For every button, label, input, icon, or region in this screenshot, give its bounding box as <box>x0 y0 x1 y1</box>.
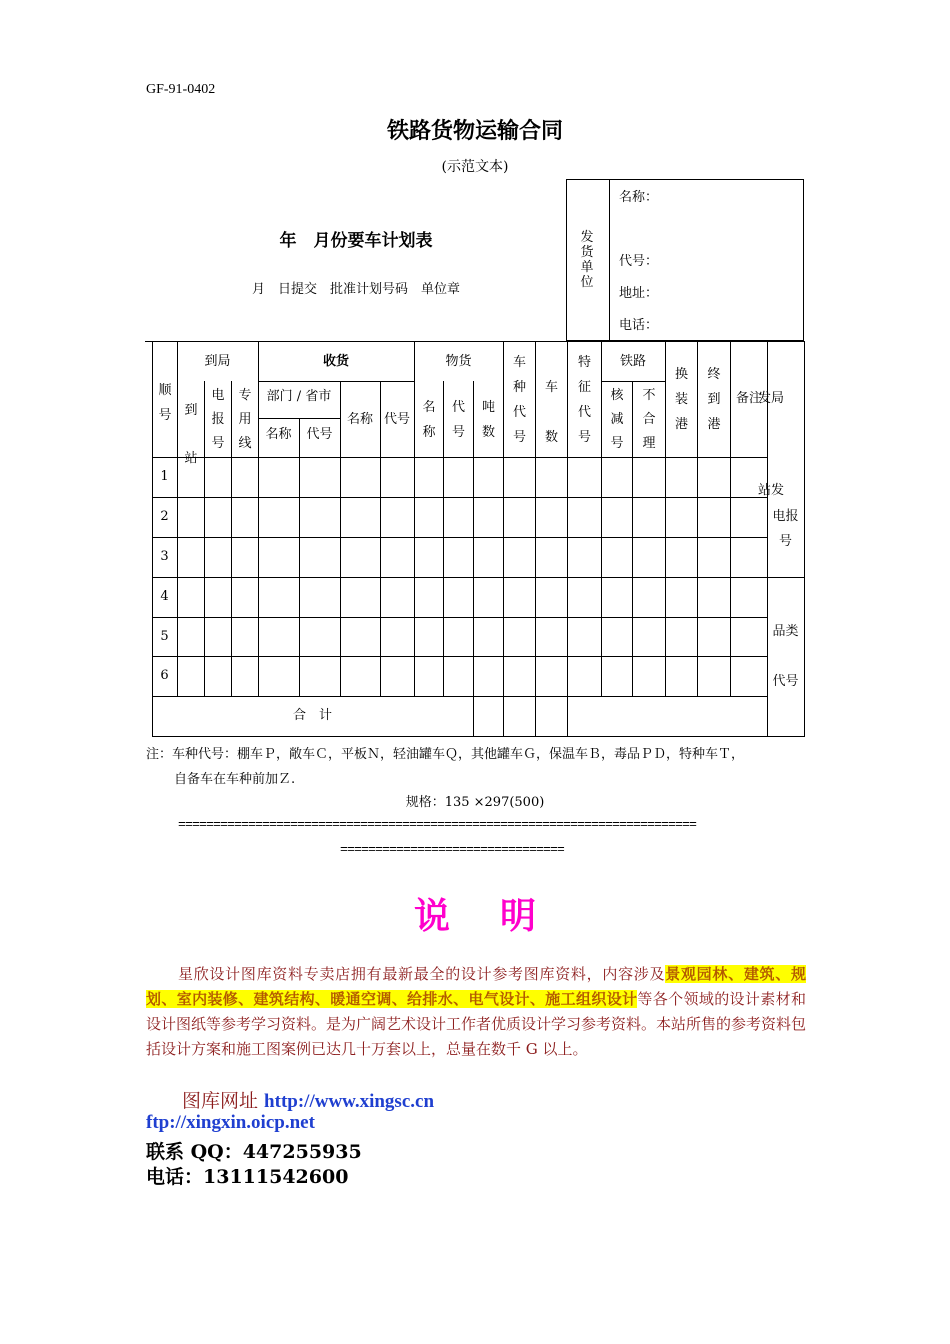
header-dispatch-station-tel-2: 电报 <box>772 509 799 524</box>
v-line <box>414 341 415 696</box>
shipper-label: 发货单位 <box>580 230 594 290</box>
note-line-2: 自备车在车种前加Ｚ. <box>174 772 296 787</box>
h-line <box>258 381 414 382</box>
header-remarks: 备注 <box>735 391 762 406</box>
desc-part-1: 星欣设计图库资料专卖店拥有最新最全的设计参考图库资料，内容涉及 <box>178 965 666 983</box>
h-line <box>152 656 767 657</box>
shipper-address-field[interactable]: 地址： <box>619 286 659 301</box>
spec-line: 规格：135 ×297(500) <box>405 795 545 810</box>
h-line <box>152 577 805 578</box>
h-line <box>152 497 767 498</box>
h-line <box>152 457 767 458</box>
section-heading: 说明 <box>413 896 586 937</box>
row-number: 4 <box>160 589 169 604</box>
v-line <box>567 341 568 736</box>
v-line <box>730 341 731 696</box>
row-number: 5 <box>160 629 169 644</box>
header-unreasonable: 不合理 <box>642 388 656 451</box>
description-paragraph <box>146 962 806 1062</box>
library-label: 图库网址 <box>182 1090 265 1112</box>
header-seq: 顺号 <box>158 383 172 423</box>
contact-qq: 联系 QQ：447255935 <box>146 1141 362 1163</box>
header-final-port: 终到港 <box>707 367 721 432</box>
header-car-count: 车数 <box>544 380 558 445</box>
shipper-code-field[interactable]: 代号： <box>619 254 659 269</box>
header-tons: 吨数 <box>481 400 495 440</box>
header-car-type-code: 车种代号 <box>512 355 526 445</box>
header-dept-city: 部门 / 省市 <box>266 389 332 404</box>
row-number: 6 <box>160 668 169 683</box>
shipper-label-cell <box>567 180 610 340</box>
v-line <box>503 341 504 736</box>
header-goods-name: 名称 <box>422 400 436 440</box>
header-private-line: 专用线 <box>238 388 252 451</box>
library-url-link[interactable]: http://www.xingsc.cn <box>264 1091 435 1112</box>
v-line <box>204 381 205 696</box>
v-line <box>697 341 698 696</box>
header-arrive-bureau: 到局 <box>204 354 231 369</box>
header-arrive-station: 到站 <box>184 403 198 466</box>
header-railway: 铁路 <box>619 354 646 369</box>
contact-phone: 电话：13111542600 <box>146 1166 349 1188</box>
contract-subtitle: (示范文本) <box>441 159 509 175</box>
contract-title: 铁路货物运输合同 <box>386 119 563 144</box>
v-line <box>665 341 666 696</box>
header-dispatch-bureau: 发局 <box>758 391 785 406</box>
header-goods: 物货 <box>445 354 472 369</box>
desc-highlight: 景观园林、建筑、规划、室内装修、建筑结构、暖通空调、给排水、电气设计、施工组织设计 <box>146 965 806 1008</box>
shipper-box <box>566 179 804 341</box>
shipper-phone-field[interactable]: 电话： <box>619 318 659 333</box>
row-number: 2 <box>160 509 169 524</box>
header-name: 名称 <box>346 412 373 427</box>
desc-part-2: 等各个领域的设计素材和设计图纸等参考学习资料。是为广阔艺术设计工作者优质设计学习参考资料。本站所售的参考资料包括设计方案和施工图案例已达几十万套以上，总量在数千 G 以上。 <box>146 990 807 1058</box>
v-line <box>601 341 602 696</box>
table-top-line <box>145 341 805 342</box>
header-receiver-name: 名称 <box>265 427 292 442</box>
header-special-code: 特征代号 <box>577 355 591 445</box>
row-number: 3 <box>160 549 169 564</box>
ftp-link[interactable]: ftp://xingxin.oicp.net <box>146 1112 315 1133</box>
h-line <box>152 696 767 697</box>
header-dispatch-station-tel-3: 号 <box>778 534 792 549</box>
separator-line-2: ================================ <box>340 842 565 857</box>
v-line <box>535 341 536 736</box>
v-line <box>380 381 381 696</box>
header-telegram-no: 电报号 <box>211 388 225 451</box>
plan-title: 年 月份要车计划表 <box>279 231 433 251</box>
h-line <box>152 537 767 538</box>
total-label: 合 计 <box>292 708 332 723</box>
header-dispatch-station-tel-1: 站发 <box>757 483 784 498</box>
header-verify-no: 核减号 <box>610 388 624 451</box>
header-transfer-port: 换装港 <box>674 367 688 432</box>
v-line <box>473 381 474 736</box>
header-code: 代号 <box>383 412 410 427</box>
header-category-code-2: 代号 <box>772 674 799 689</box>
table-bottom-line <box>152 736 805 737</box>
header-category-code-1: 品类 <box>772 624 799 639</box>
note-line-1: 注：车种代号：棚车Ｐ，敞车Ｃ，平板Ｎ，轻油罐车Ｑ，其他罐车Ｇ，保温车Ｂ，毒品ＰＤ，特种车Ｔ， <box>146 747 745 762</box>
h-line <box>601 381 665 382</box>
v-line <box>443 381 444 696</box>
v-line <box>177 341 178 696</box>
v-line <box>231 381 232 696</box>
v-line <box>632 381 633 696</box>
header-receiver-code: 代号 <box>306 427 333 442</box>
v-line <box>340 381 341 696</box>
library-line <box>182 1086 434 1113</box>
v-line <box>299 418 300 696</box>
header-receiver: 收货 <box>322 354 349 369</box>
separator-line-1: ========================================================================== <box>178 817 697 832</box>
plan-submit-line: 月 日提交 批准计划号码 单位章 <box>251 282 460 297</box>
shipper-name-field[interactable]: 名称： <box>619 190 659 205</box>
row-number: 1 <box>160 469 169 484</box>
h-line <box>152 617 767 618</box>
form-code: GF-91-0402 <box>146 82 216 97</box>
header-goods-code: 代号 <box>451 400 465 440</box>
